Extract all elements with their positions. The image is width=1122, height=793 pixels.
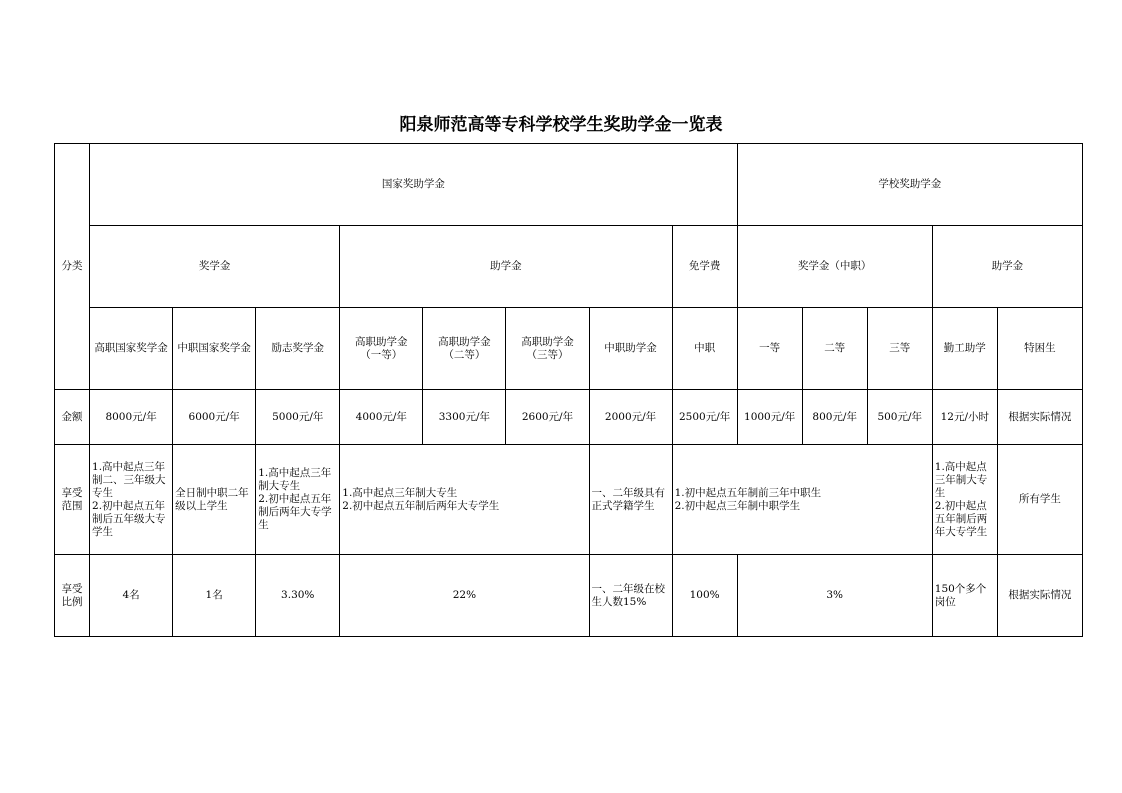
subheader: 励志奖学金 xyxy=(256,308,340,390)
amount-cell: 3300元/年 xyxy=(423,390,506,445)
ratio-cell: 3.30% xyxy=(256,555,340,637)
scope-cell: 1.高中起点三年制大专生 2.初中起点五年制后两年大专学生 xyxy=(932,445,997,555)
ratio-cell: 150个多个岗位 xyxy=(932,555,997,637)
scope-row xyxy=(55,445,1083,555)
subheader: 三等 xyxy=(867,308,932,390)
ratio-row xyxy=(55,555,1083,637)
subheader: 中职国家奖学金 xyxy=(173,308,256,390)
scope-cell: 全日制中职二年级以上学生 xyxy=(173,445,256,555)
subheader: 一等 xyxy=(737,308,802,390)
subheader: 高职国家奖学金 xyxy=(90,308,173,390)
scope-cell: 一、二年级具有正式学籍学生 xyxy=(589,445,672,555)
amount-cell: 6000元/年 xyxy=(173,390,256,445)
amount-cell: 5000元/年 xyxy=(256,390,340,445)
subheader: 勤工助学 xyxy=(932,308,997,390)
ratio-cell: 4名 xyxy=(90,555,173,637)
page-title: 阳泉师范高等专科学校学生奖助学金一览表 xyxy=(399,115,723,135)
school-scholarship-header: 奖学金（中职） xyxy=(737,226,932,308)
amount-cell: 4000元/年 xyxy=(340,390,423,445)
ratio-cell: 100% xyxy=(672,555,737,637)
grant-header: 助学金 xyxy=(340,226,672,308)
subheader: 高职助学金 （一等） xyxy=(340,308,423,390)
school-grant-header: 助学金 xyxy=(932,226,1082,308)
scope-cell: 所有学生 xyxy=(997,445,1082,555)
ratio-cell: 3% xyxy=(737,555,932,637)
amount-cell: 2600元/年 xyxy=(506,390,589,445)
row-label: 金额 xyxy=(55,390,90,445)
amount-cell: 1000元/年 xyxy=(737,390,802,445)
subheader: 中职助学金 xyxy=(589,308,672,390)
row-label: 享受 范围 xyxy=(55,445,90,555)
subheader: 中职 xyxy=(672,308,737,390)
amount-cell: 根据实际情况 xyxy=(997,390,1082,445)
header-row-2 xyxy=(55,226,1083,308)
scope-cell: 1.初中起点五年制前三年中职生 2.初中起点三年制中职学生 xyxy=(672,445,932,555)
amount-row xyxy=(55,390,1083,445)
scope-cell: 1.高中起点三年制大专生 2.初中起点五年制后两年大专学生 xyxy=(340,445,589,555)
amount-cell: 12元/小时 xyxy=(932,390,997,445)
scholarship-table xyxy=(54,143,1083,637)
header-row-1 xyxy=(55,144,1083,226)
national-aid-header: 国家奖助学金 xyxy=(90,144,738,226)
amount-cell: 800元/年 xyxy=(802,390,867,445)
amount-cell: 8000元/年 xyxy=(90,390,173,445)
category-label: 分类 xyxy=(55,144,90,390)
amount-cell: 2000元/年 xyxy=(589,390,672,445)
ratio-cell: 根据实际情况 xyxy=(997,555,1082,637)
scope-cell: 1.高中起点三年制大专生 2.初中起点五年制后两年大专学生 xyxy=(256,445,340,555)
school-aid-header: 学校奖助学金 xyxy=(737,144,1082,226)
scope-cell: 1.高中起点三年制二、三年级大专生 2.初中起点五年制后五年级大专学生 xyxy=(90,445,173,555)
subheader: 特困生 xyxy=(997,308,1082,390)
subheader: 二等 xyxy=(802,308,867,390)
ratio-cell: 1名 xyxy=(173,555,256,637)
header-row-3 xyxy=(55,308,1083,390)
row-label: 享受 比例 xyxy=(55,555,90,637)
tuition-waiver-header: 免学费 xyxy=(672,226,737,308)
amount-cell: 500元/年 xyxy=(867,390,932,445)
amount-cell: 2500元/年 xyxy=(672,390,737,445)
ratio-cell: 一、二年级在校生人数15% xyxy=(589,555,672,637)
scholarship-header: 奖学金 xyxy=(90,226,340,308)
ratio-cell: 22% xyxy=(340,555,589,637)
subheader: 高职助学金 （三等） xyxy=(506,308,589,390)
subheader: 高职助学金 （二等） xyxy=(423,308,506,390)
